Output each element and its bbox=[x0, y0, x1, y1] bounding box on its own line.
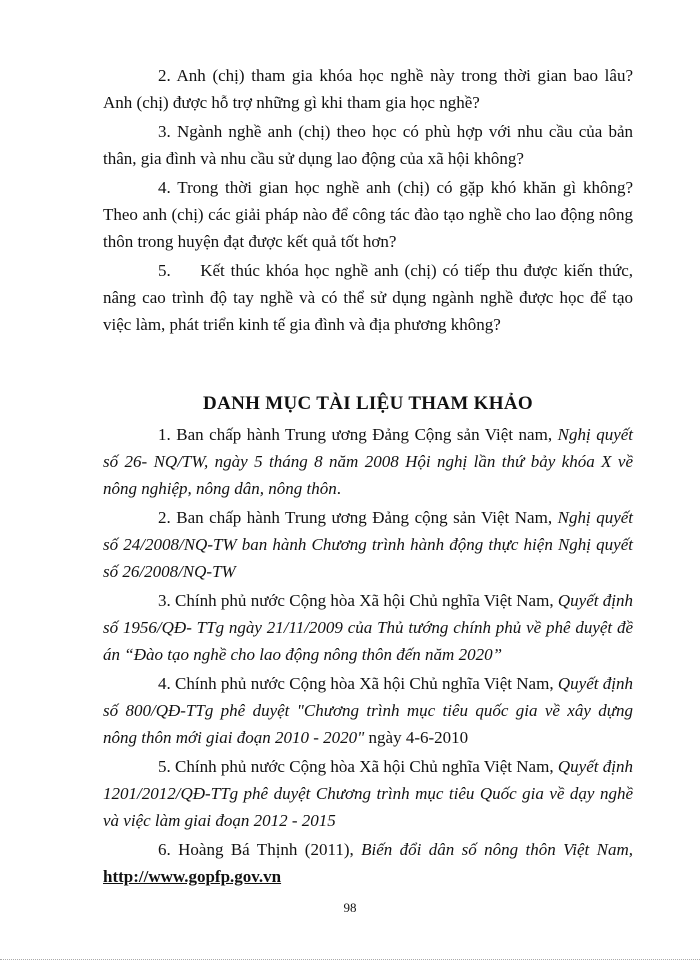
question-5: 5. Kết thúc khóa học nghề anh (chị) có tiếp thu được kiến thức, nâng cao trình độ tay nghề và có thể sử dụng ngành nghề được học để tạo việc làm, phát triển kinh tế gia đình và địa phương không? bbox=[103, 261, 633, 334]
reference-link[interactable]: http://www.gopfp.gov.vn bbox=[103, 867, 282, 886]
reference-item: 3. Chính phủ nước Cộng hòa Xã hội Chủ nghĩa Việt Nam, Quyết định số 1956/QĐ- TTg ngày 21/11/2009 của Thủ tướng chính phủ về phê duyệt đề án “Đào tạo nghề cho lao động nông thôn đến năm 2020” bbox=[103, 591, 633, 664]
reference-item: 6. Hoàng Bá Thịnh (2011), Biến đổi dân số nông thôn Việt Nam, http://www.gopfp.gov.vn bbox=[103, 840, 634, 886]
reference-item: 4. Chính phủ nước Cộng hòa Xã hội Chủ nghĩa Việt Nam, Quyết định số 800/QĐ-TTg phê duyệt "Chương trình mục tiêu quốc gia về xây dựng nông thôn mới giai đoạn 2010 - 2020" ngày 4-6-2010 bbox=[103, 674, 633, 747]
page-content bbox=[103, 62, 633, 892]
references-heading: DANH MỤC TÀI LIỆU THAM KHẢO bbox=[203, 393, 533, 414]
page-number: 98 bbox=[343, 900, 357, 915]
reference-item: 2. Ban chấp hành Trung ương Đảng cộng sản Việt Nam, Nghị quyết số 24/2008/NQ-TW ban hành Chương trình hành động thực hiện Nghị quyết số 26/2008/NQ-TW bbox=[103, 508, 634, 581]
reference-item: 1. Ban chấp hành Trung ương Đảng Cộng sản Việt nam, Nghị quyết số 26- NQ/TW, ngày 5 tháng 8 năm 2008 Hội nghị lần thứ bảy khóa X về nông nghiệp, nông dân, nông thôn. bbox=[103, 425, 634, 498]
question-3: 3. Ngành nghề anh (chị) theo học có phù hợp với nhu cầu của bản thân, gia đình và nhu cầu sử dụng lao động của xã hội không? bbox=[103, 122, 634, 168]
question-2: 2. Anh (chị) tham gia khóa học nghề này trong thời gian bao lâu? Anh (chị) được hỗ trợ những gì khi tham gia học nghề? bbox=[103, 66, 633, 112]
reference-item: 5. Chính phủ nước Cộng hòa Xã hội Chủ nghĩa Việt Nam, Quyết định 1201/2012/QĐ-TTg phê duyệt Chương trình mục tiêu Quốc gia về dạy nghề và việc làm giai đoạn 2012 - 2015 bbox=[103, 757, 633, 830]
question-4: 4. Trong thời gian học nghề anh (chị) có gặp khó khăn gì không? Theo anh (chị) các giải pháp nào để công tác đào tạo nghề cho lao động nông thôn trong huyện đạt được kết quả tốt hơn? bbox=[103, 178, 633, 251]
